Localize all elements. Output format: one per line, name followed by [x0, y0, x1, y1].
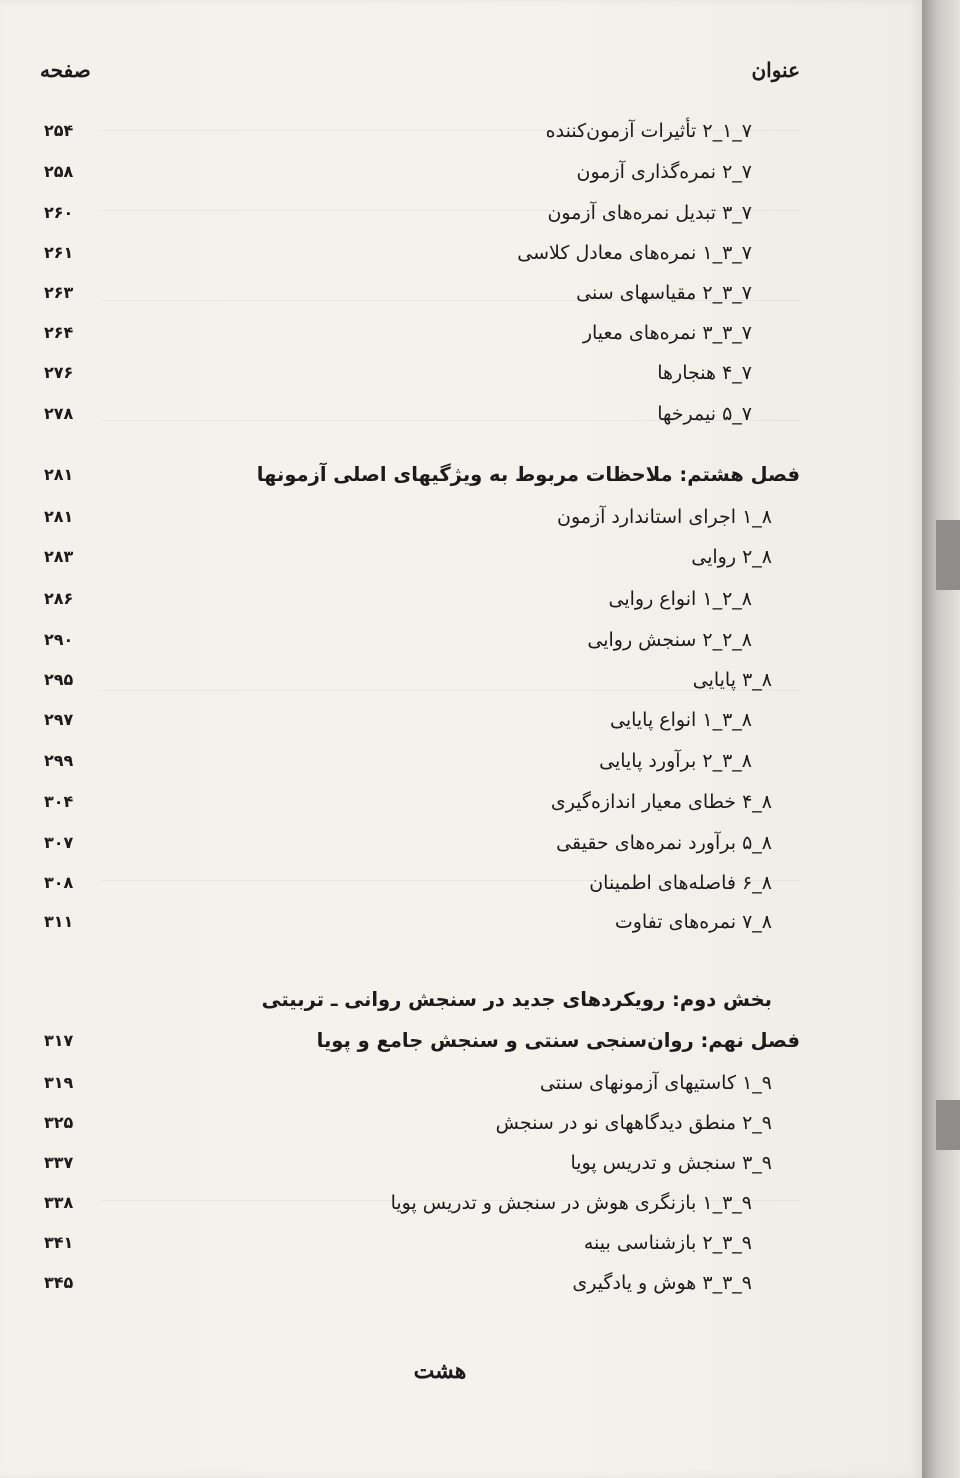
toc-page-number: ۳۳۸ [44, 1193, 74, 1212]
toc-page-number: ۲۸۱ [44, 465, 74, 484]
toc-entry: ۸_۳_۲ برآورد پایایی [599, 750, 752, 772]
toc-entry: ۹_۲ منطق دیدگاههای نو در سنجش [495, 1112, 772, 1134]
toc-page-number: ۲۵۸ [44, 162, 74, 181]
toc-page-number: ۲۷۸ [44, 404, 74, 423]
toc-entry: ۷_۵ نیمرخها [657, 403, 752, 425]
toc-entry: ۷_۲ نمره‌گذاری آزمون [576, 161, 752, 183]
toc-page-number: ۲۶۰ [44, 203, 74, 222]
toc-entry: ۸_۴ خطای معیار اندازه‌گیری [550, 791, 772, 813]
toc-entry: ۷_۴ هنجارها [657, 362, 752, 384]
toc-entry: ۷_۱_۲ تأثیرات آزمون‌کننده [545, 120, 752, 142]
toc-entry: ۸_۲ روایی [691, 546, 772, 568]
toc-page-number: ۳۰۸ [44, 873, 74, 892]
toc-page-number: ۲۷۶ [44, 363, 74, 382]
toc-page-number: ۳۰۴ [44, 792, 74, 811]
toc-page-number: ۳۱۱ [44, 912, 74, 931]
toc-entry: ۸_۵ برآورد نمره‌های حقیقی [556, 832, 772, 854]
column-header-title: عنوان [751, 58, 800, 82]
toc-entry: ۷_۳ تبدیل نمره‌های آزمون [547, 202, 752, 224]
toc-entry: ۹_۳ سنجش و تدریس پویا [570, 1152, 772, 1174]
toc-entry: ۸_۷ نمره‌های تفاوت [614, 911, 772, 933]
toc-page-number: ۳۲۵ [44, 1113, 74, 1132]
toc-entry: ۹_۳_۱ بازنگری هوش در سنجش و تدریس پویا [390, 1192, 752, 1214]
toc-page-number: ۳۰۷ [44, 833, 74, 852]
toc-entry: ۷_۳_۱ نمره‌های معادل کلاسی [517, 242, 752, 264]
toc-page-number: ۲۶۳ [44, 283, 74, 302]
toc-page-number: ۲۸۳ [44, 547, 74, 566]
toc-entry: ۸_۳_۱ انواع پایایی [609, 709, 752, 731]
toc-page-number: ۲۹۹ [44, 751, 74, 770]
page-edge-shadow [936, 1100, 960, 1150]
toc-page-number: ۲۶۱ [44, 243, 74, 262]
book-page-edge [922, 0, 960, 1478]
toc-entry: ۷_۳_۳ نمره‌های معیار [582, 322, 752, 344]
toc-chapter-heading: فصل هشتم: ملاحظات مربوط به ویژگیهای اصلی آزمونها [256, 463, 800, 486]
toc-page-number: ۲۵۴ [44, 121, 74, 140]
toc-page-number: ۲۶۴ [44, 323, 74, 342]
toc-chapter-heading: فصل نهم: روان‌سنجی سنتی و سنجش جامع و پویا [316, 1029, 800, 1052]
toc-entry: ۹_۳_۳ هوش و یادگیری [572, 1272, 752, 1294]
toc-entry: ۸_۲_۱ انواع روایی [608, 588, 752, 610]
toc-entry: ۸_۶ فاصله‌های اطمینان [589, 872, 772, 894]
toc-page-number: ۲۹۰ [44, 630, 74, 649]
toc-page-number: ۳۳۷ [44, 1153, 74, 1172]
page-footer-number: هشت [413, 1358, 467, 1384]
toc-entry: ۸_۱ اجرای استاندارد آزمون [556, 506, 772, 528]
toc-page-number: ۲۸۶ [44, 589, 74, 608]
toc-part-heading: بخش دوم: رویکردهای جدید در سنجش روانی ـ تربیتی [261, 988, 772, 1011]
toc-page-number: ۲۸۱ [44, 507, 74, 526]
toc-page-number: ۳۴۵ [44, 1273, 74, 1292]
toc-entry: ۹_۳_۲ بازشناسی بینه [583, 1232, 752, 1254]
page-edge-shadow [936, 520, 960, 590]
toc-entry: ۸_۲_۲ سنجش روایی [587, 629, 752, 651]
toc-page-number: ۲۹۵ [44, 670, 74, 689]
column-header-page: صفحه [40, 58, 91, 82]
toc-entry: ۷_۳_۲ مقیاسهای سنی [576, 282, 752, 304]
toc-page-number: ۲۹۷ [44, 710, 74, 729]
toc-entry: ۹_۱ کاستیهای آزمونهای سنتی [539, 1072, 772, 1094]
toc-entry: ۸_۳ پایایی [692, 669, 772, 691]
toc-page-number: ۳۱۷ [44, 1031, 74, 1050]
toc-page-number: ۳۴۱ [44, 1233, 74, 1252]
toc-page-number: ۳۱۹ [44, 1073, 74, 1092]
